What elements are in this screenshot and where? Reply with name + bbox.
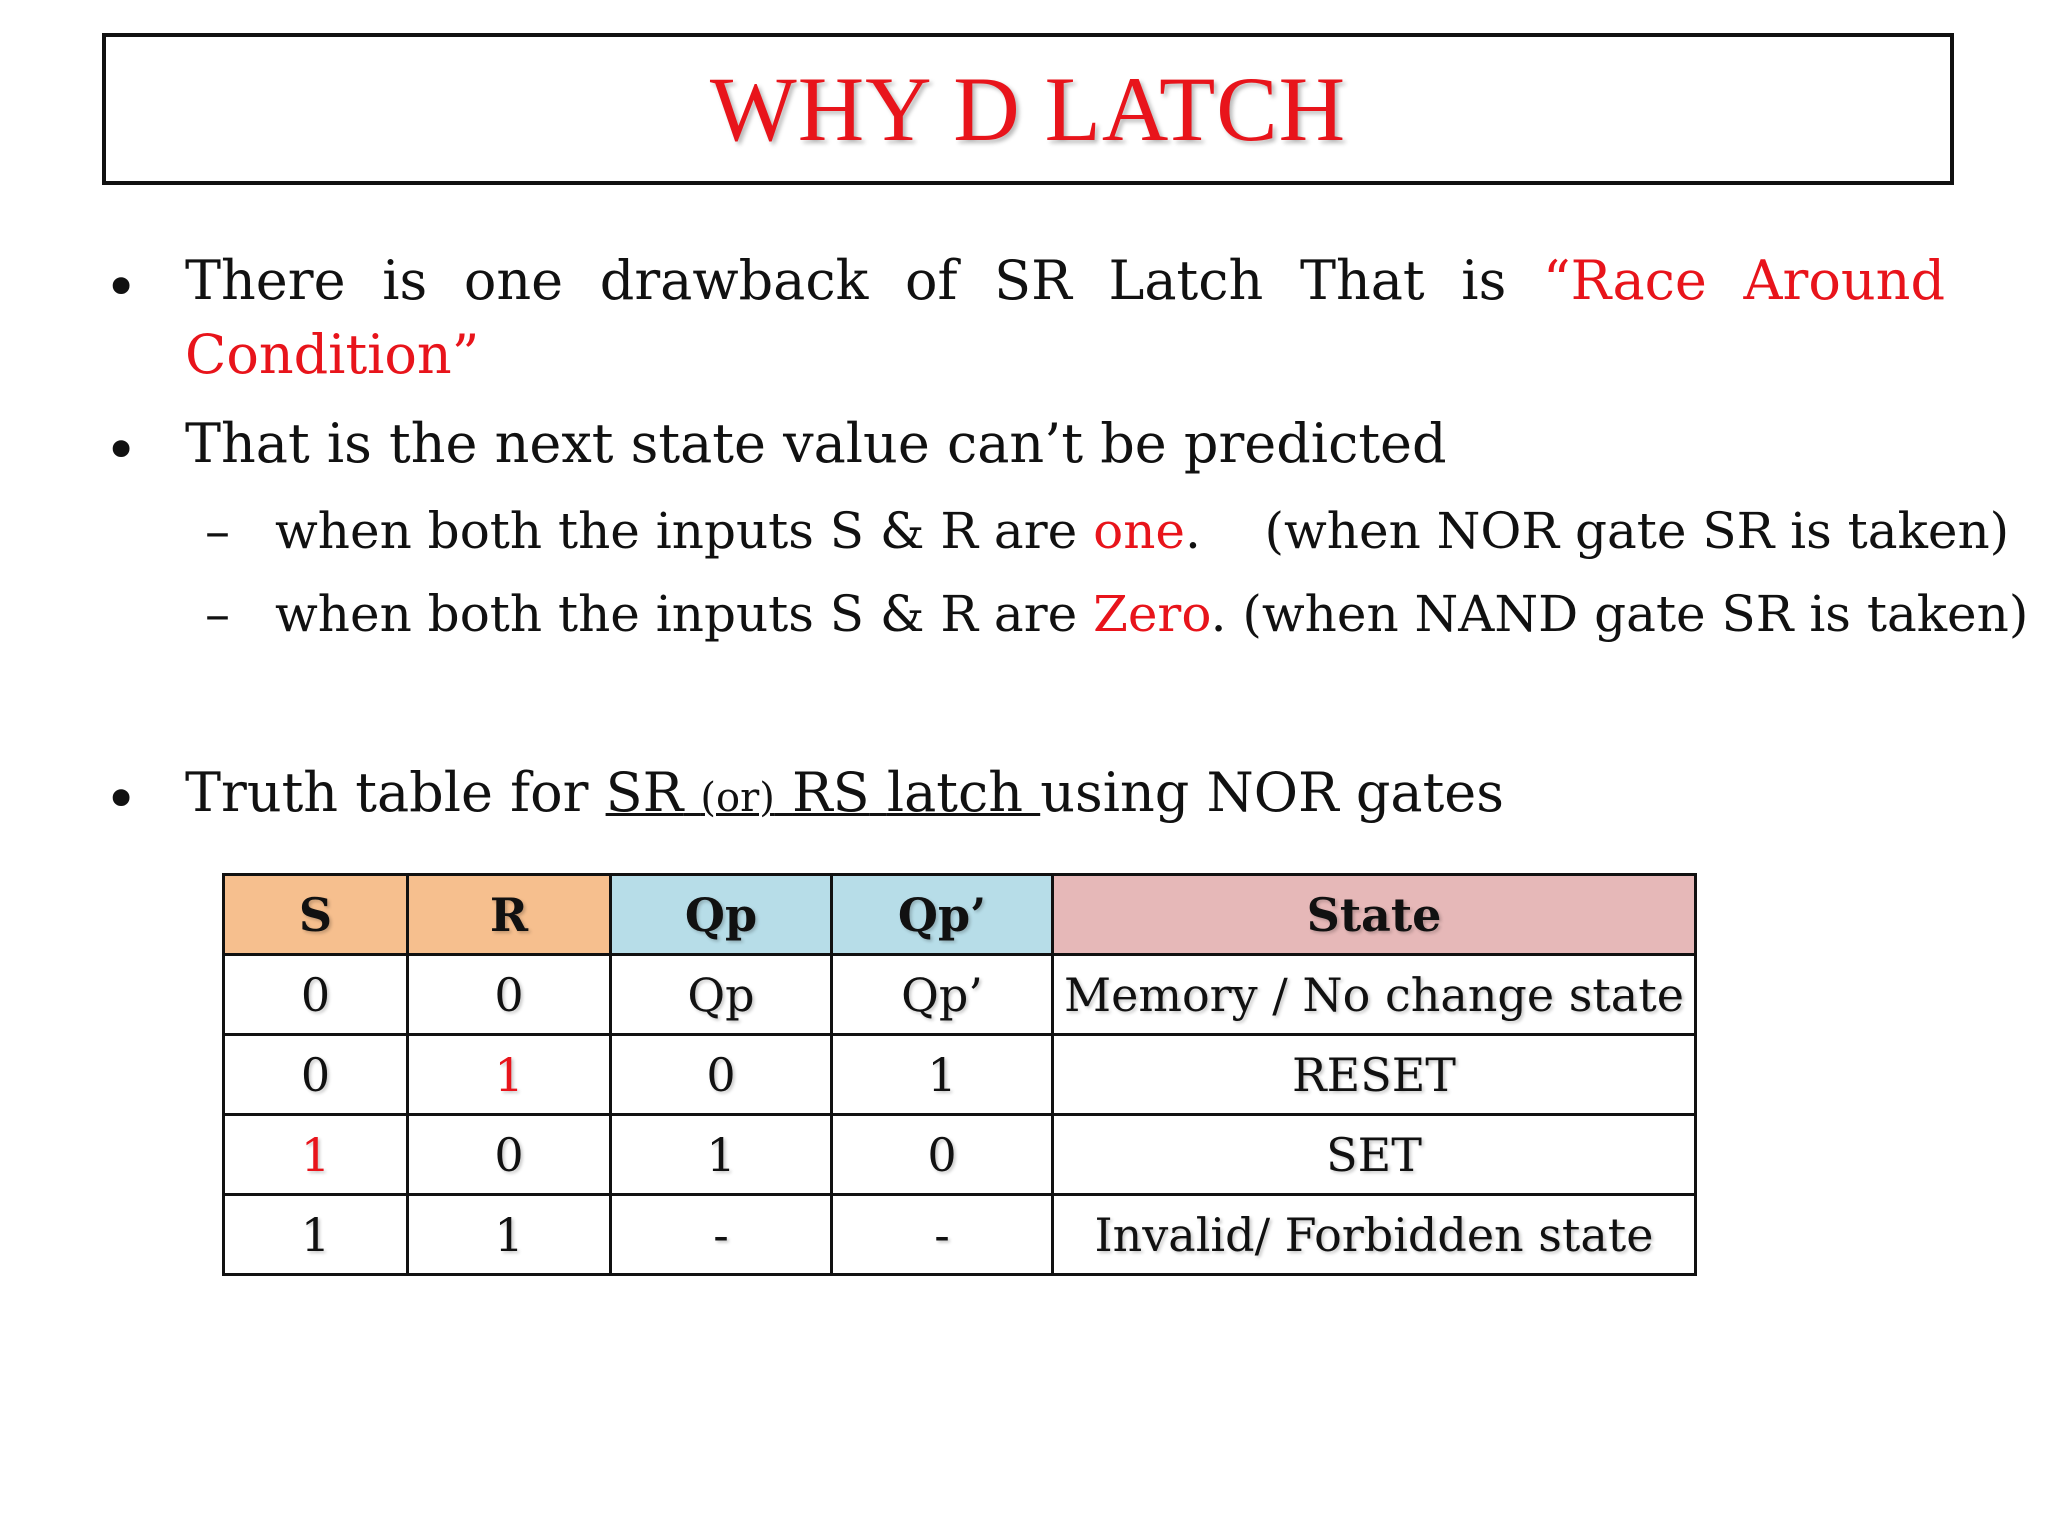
slide-title: WHY D LATCH [709,58,1347,160]
title-box [102,33,1954,185]
cell: Qp’ [832,955,1053,1035]
cell: 0 [224,955,408,1035]
b3-sr: SR [605,761,684,824]
bullet-text-next-state: That is the next state value can’t be predicted [185,412,1447,475]
cell: Qp [611,955,832,1035]
cell-state: SET [1053,1115,1696,1195]
cell: 0 [408,955,611,1035]
sub-dash-2: – [205,585,230,643]
b3-post: using NOR gates [1040,761,1504,824]
cell: 1 [408,1035,611,1115]
bullet-marker-1: • [104,253,139,321]
race-around-highlight: “Race Around Condition” [185,249,1946,386]
cell: 0 [224,1035,408,1115]
table-row [224,955,1696,1035]
header-qp: Qp [611,875,832,955]
truth-table [222,873,1697,1276]
cell: 1 [611,1115,832,1195]
b3-or: (or) [700,775,775,821]
sr-or-rs-latch-underlined [606,761,1041,824]
table-row [224,1035,1696,1115]
sub1-highlight: one [1093,502,1185,560]
cell: 0 [832,1115,1053,1195]
cell: - [611,1195,832,1275]
sub1-post: . (when NOR gate SR is taken) [1185,502,2010,560]
cell: 1 [832,1035,1053,1115]
header-s: S [224,875,408,955]
sub-dash-1: – [205,502,230,560]
table-header-row [224,875,1696,955]
header-r: R [408,875,611,955]
bullet-1-text: There is one drawback of SR Latch That is [185,249,1543,312]
bullet-marker-3: • [104,765,139,833]
sub-bullet-nor [275,502,2010,560]
bullet-text-race-around [185,244,1945,392]
header-state: State [1053,875,1696,955]
cell: 0 [611,1035,832,1115]
cell-state: RESET [1053,1035,1696,1115]
sub2-text: when both the inputs S & R are [275,585,1094,643]
cell: - [832,1195,1053,1275]
table-row [224,1115,1696,1195]
b3-rs: RS [792,761,870,824]
sub-bullet-nand [275,585,2029,643]
cell-state: Memory / No change state [1053,955,1696,1035]
cell: 1 [224,1115,408,1195]
bullet-marker-2: • [104,416,139,484]
bullet-text-truth-table [185,756,1504,835]
cell-state: Invalid/ Forbidden state [1053,1195,1696,1275]
sub1-text: when both the inputs S & R are [275,502,1094,560]
cell: 1 [408,1195,611,1275]
sub2-post: . (when NAND gate SR is taken) [1210,585,2029,643]
b3-latch: latch [886,761,1041,824]
header-qp-bar: Qp’ [832,875,1053,955]
sub2-highlight: Zero [1093,585,1211,643]
cell: 0 [408,1115,611,1195]
table-row [224,1195,1696,1275]
cell: 1 [224,1195,408,1275]
b3-pre: Truth table for [185,761,606,824]
